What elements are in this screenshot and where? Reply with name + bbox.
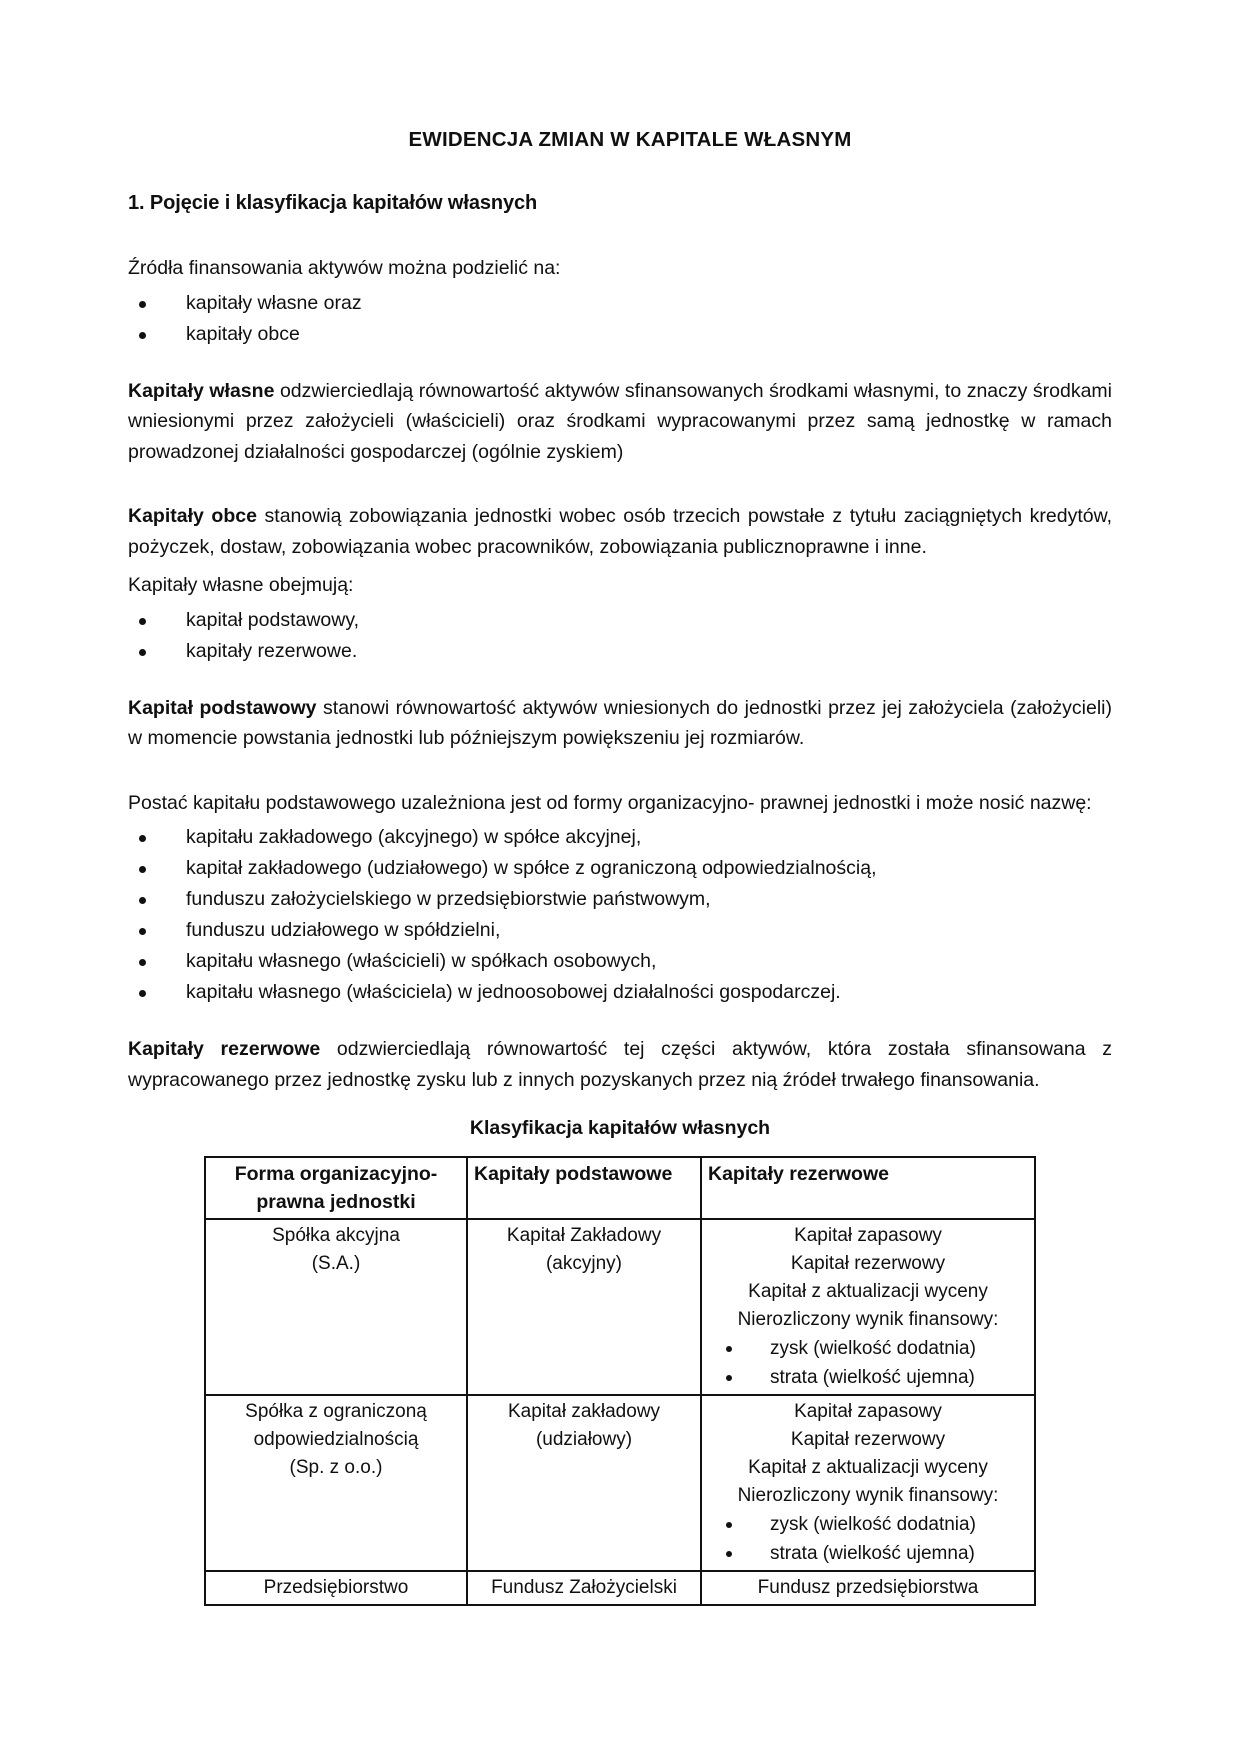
text-line: Spółka z ograniczoną: [245, 1401, 427, 1422]
text-line: Kapitał zapasowy: [794, 1225, 942, 1246]
list-item: zysk (wielkość dodatnia): [708, 1510, 1028, 1539]
paragraph-basic-capital-body: stanowi równowartość aktywów wniesionych do jednostki przez jej założyciela (założycieli) w momencie powstania jednostki lub późniejszym powiększeniu jej rozmiarów.: [128, 696, 1112, 749]
cell-bullet-list: [708, 1334, 1028, 1392]
cell-reserve-przedsiebiorstwo: Fundusz przedsiębiorstwa: [701, 1571, 1035, 1605]
column-header-form: [205, 1157, 467, 1219]
list-item: kapitał podstawowy,: [128, 605, 1112, 636]
paragraph-foreign-capital-body: stanowią zobowiązania jednostki wobec osób trzecich powstałe z tytułu zaciągniętych kredytów, pożyczek, dostaw, zobowiązania wobec pracowników, zobowiązania publicznoprawne i inne.: [128, 505, 1113, 558]
cell-form-przedsiebiorstwo: Przedsiębiorstwo: [205, 1571, 467, 1605]
cell-basic-spzoo: [467, 1395, 701, 1571]
column-header-reserve-capital: Kapitały rezerwowe: [701, 1157, 1035, 1219]
section-heading-1: 1. Pojęcie i klasyfikacja kapitałów własnych: [128, 192, 538, 214]
forms-bullet-list: [128, 822, 1112, 1008]
list-item: kapitały własne oraz: [128, 288, 1112, 319]
spacer: [128, 475, 1112, 501]
paragraph-reserve-capital: [128, 1034, 1112, 1095]
list-item: kapitały rezerwowe.: [128, 636, 1112, 667]
text-line: (Sp. z o.o.): [289, 1457, 383, 1478]
text-line: Kapitał zapasowy: [794, 1401, 942, 1422]
cell-basic-sa: [467, 1219, 701, 1395]
paragraph-own-capital-body: odzwierciedlają równowartość aktywów sfinansowanych środkami własnymi, to znaczy środkami wniesionymi przez założycieli (właścicieli) oraz środkami wypracowanymi przez samą jednostkę w ramach prowadzonej działalności gospodarczej (ogólnie zyskiem): [128, 379, 1113, 463]
page-title: EWIDENCJA ZMIAN W KAPITALE WŁASNYM: [408, 128, 852, 151]
text-line: (udziałowy): [535, 1429, 633, 1450]
list-item: kapitału własnego (właściciela) w jednoosobowej działalności gospodarczej.: [128, 977, 1112, 1008]
classification-table: [204, 1156, 1036, 1606]
list-item: kapitału własnego (właścicieli) w spółkach osobowych,: [128, 946, 1112, 977]
table-header-row: [205, 1157, 1035, 1219]
paragraph-own-capital-lead: Kapitały własne: [128, 379, 275, 402]
paragraph-reserve-capital-lead: Kapitały rezerwowe: [128, 1038, 321, 1060]
list-item: zysk (wielkość dodatnia): [708, 1334, 1028, 1363]
intro-lead-text: Źródła finansowania aktywów można podzielić na:: [128, 257, 561, 279]
text-line: odpowiedzialnością: [253, 1429, 419, 1450]
cell-reserve-spzoo: [701, 1395, 1035, 1571]
spacer: [128, 667, 1112, 693]
table-row: [205, 1219, 1035, 1395]
cell-bullet-list: [708, 1510, 1028, 1568]
paragraph-basic-capital-lead: Kapitał podstawowy: [128, 696, 317, 719]
paragraph-foreign-capital: [128, 501, 1112, 562]
text-line: Kapitał z aktualizacji wyceny: [748, 1457, 988, 1478]
table-caption: Klasyfikacja kapitałów własnych: [469, 1117, 771, 1139]
column-header-form-line2: prawna jednostki: [256, 1191, 416, 1213]
cell-form-spzoo: [205, 1395, 467, 1571]
list-item: funduszu założycielskiego w przedsiębiorstwie państwowym,: [128, 884, 1112, 915]
spacer: [128, 762, 1112, 788]
text-line: Nierozliczony wynik finansowy:: [737, 1485, 999, 1506]
own-capital-bullet-list: [128, 605, 1112, 667]
text-line: Kapitał rezerwowy: [790, 1253, 946, 1274]
spacer: [128, 1008, 1112, 1034]
text-line: Kapitał zakładowy: [507, 1401, 661, 1422]
list-item: kapitały obce: [128, 319, 1112, 350]
paragraph-own-capital: [128, 376, 1112, 468]
intro-bullet-list: [128, 288, 1112, 350]
cell-form-sa: [205, 1219, 467, 1395]
text-line: Kapitał rezerwowy: [790, 1429, 946, 1450]
paragraph-reserve-capital-body: odzwierciedlają równowartość tej części aktywów, która została sfinansowana z wypracowanego przez jednostkę zysku lub z innych pozyskanych przez nią źródeł trwałego finansowania.: [128, 1038, 1112, 1091]
table-header: [205, 1157, 1035, 1219]
text-line: Kapitał z aktualizacji wyceny: [748, 1281, 988, 1302]
text-line: Spółka akcyjna: [272, 1225, 400, 1246]
list-item: funduszu udziałowego w spółdzielni,: [128, 915, 1112, 946]
text-line: Nierozliczony wynik finansowy:: [737, 1309, 999, 1330]
column-header-basic-capital: Kapitały podstawowe: [467, 1157, 701, 1219]
own-capital-lead-text: Kapitały własne obejmują:: [128, 574, 354, 596]
spacer: [128, 350, 1112, 376]
column-header-form-line1: Forma organizacyjno-: [234, 1163, 438, 1185]
text-line: (S.A.): [311, 1253, 361, 1274]
list-item: kapitału zakładowego (akcyjnego) w spółce akcyjnej,: [128, 822, 1112, 853]
cell-basic-przedsiebiorstwo: Fundusz Założycielski: [467, 1571, 701, 1605]
paragraph-foreign-capital-lead: Kapitały obce: [128, 505, 257, 527]
paragraph-basic-capital: [128, 693, 1112, 754]
list-item: strata (wielkość ujemna): [708, 1363, 1028, 1392]
table-row: [205, 1395, 1035, 1571]
text-line: (akcyjny): [545, 1253, 622, 1274]
text-line: Kapitał Zakładowy: [506, 1225, 662, 1246]
forms-lead-text: Postać kapitału podstawowego uzależniona jest od formy organizacyjno- prawnej jednostki i może nosić nazwę:: [128, 791, 1092, 814]
table-body: [205, 1219, 1035, 1605]
list-item: kapitał zakładowego (udziałowego) w spółce z ograniczoną odpowiedzialnością,: [128, 853, 1112, 884]
table-row: [205, 1571, 1035, 1605]
list-item: strata (wielkość ujemna): [708, 1539, 1028, 1568]
cell-reserve-sa: [701, 1219, 1035, 1395]
